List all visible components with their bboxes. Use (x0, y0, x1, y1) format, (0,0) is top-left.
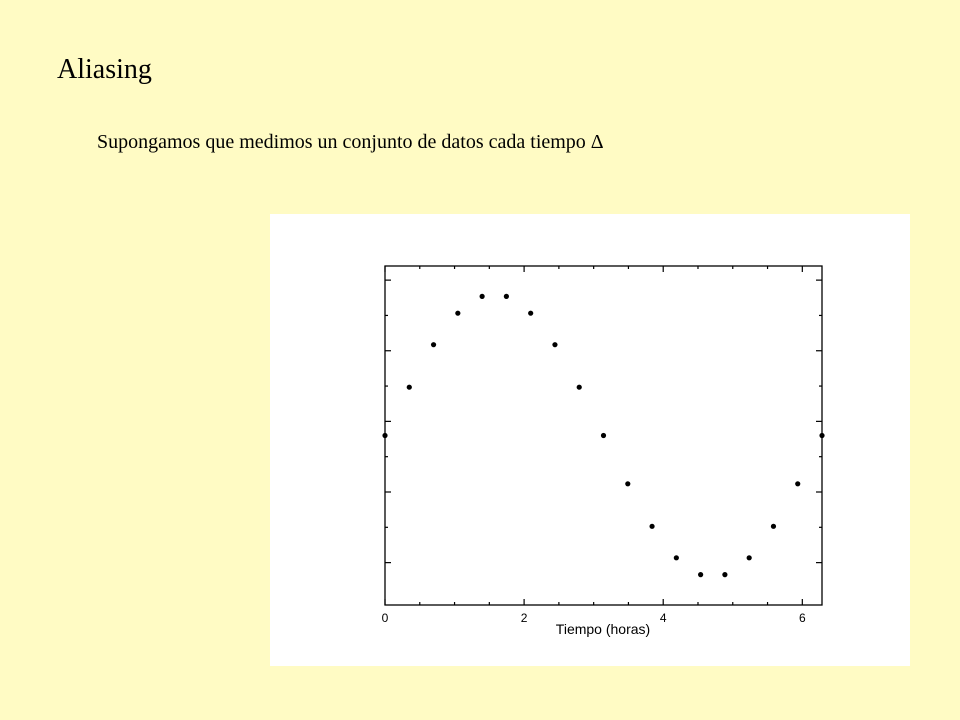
data-point (795, 481, 800, 486)
slide-subtitle: Supongamos que medimos un conjunto de datos cada tiempo Δ (97, 131, 604, 153)
data-point (382, 433, 387, 438)
data-point (601, 433, 606, 438)
data-point (480, 294, 485, 299)
data-point (552, 342, 557, 347)
data-point (455, 311, 460, 316)
data-point (528, 311, 533, 316)
data-point (431, 342, 436, 347)
x-tick-label: 2 (520, 611, 528, 625)
data-point (649, 524, 654, 529)
data-point (698, 572, 703, 577)
x-tick-label: 4 (659, 611, 667, 625)
data-point (674, 555, 679, 560)
data-point (577, 385, 582, 390)
data-point (819, 433, 824, 438)
x-tick-label: 0 (381, 611, 389, 625)
data-point (747, 555, 752, 560)
x-axis-label: Tiempo (horas) (555, 621, 651, 637)
data-point (625, 481, 630, 486)
x-tick-label: 6 (798, 611, 806, 625)
chart-panel (270, 214, 910, 666)
data-point (722, 572, 727, 577)
data-point (407, 385, 412, 390)
points-layer (382, 294, 824, 577)
slide-title: Aliasing (57, 54, 152, 85)
data-point (504, 294, 509, 299)
scatter-chart (270, 214, 910, 666)
data-point (771, 524, 776, 529)
